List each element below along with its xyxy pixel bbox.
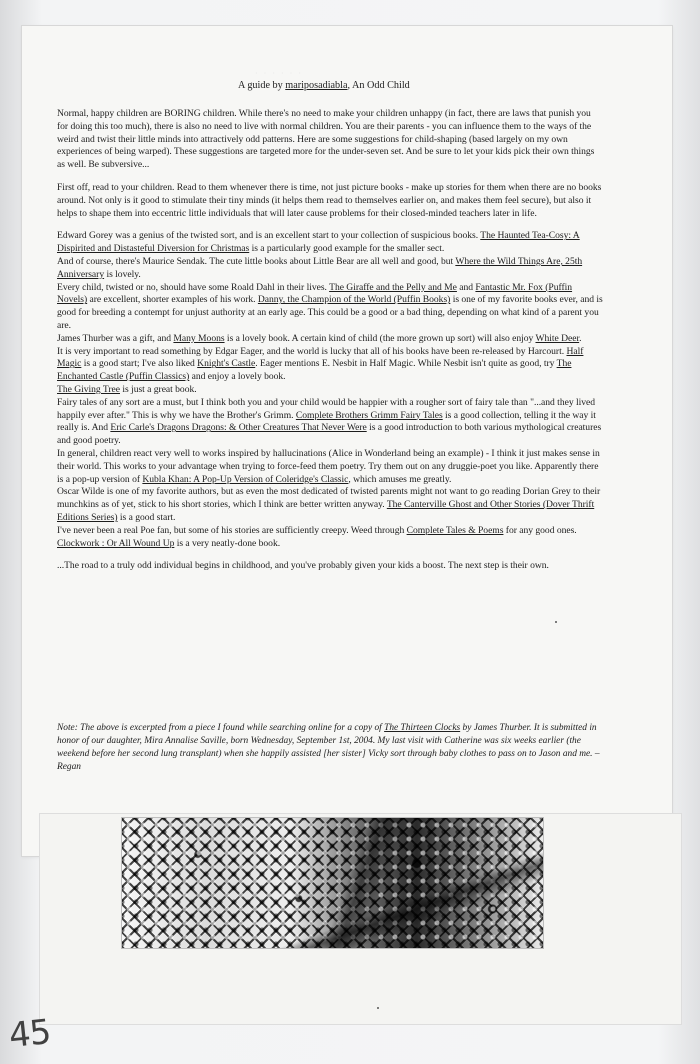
sendak-intro: And of course, there's Maurice Sendak. The cute little books about Little Bear are all well and good, but: [57, 255, 456, 267]
handwritten-note-paragraph: [57, 722, 605, 774]
author-link[interactable]: mariposadiabla: [285, 80, 348, 91]
poe-paragraph: [57, 525, 603, 538]
grimm-tail: is a good collection, telling it the way it really is. And: [57, 409, 596, 434]
gorey-tail: is a particularly good example for the smaller sect.: [249, 243, 445, 255]
dahl-mid-two: are excellent, shorter examples of his work.: [87, 294, 258, 306]
thurber-period: .: [579, 332, 582, 344]
thurber-tail: is a lovely book. A certain kind of child (the more grown up sort) will also enjoy: [224, 332, 536, 344]
dahl-paragraph: [57, 282, 603, 333]
dahl-tail: is one of my favorite books ever, and is good for breeding a contempt for unjust authority at an early age. This could be a good or a bad thing, depending on what kind of a parent you are.: [57, 294, 603, 331]
note-after: by James Thurber. It is submitted in honor of our daughter, Mira Annalise Saville, born Wednesday, September 1st, 2004. My last visit with Catherine was six weeks earlier (the weekend before her second lung transplant) when she happily assisted [her sister] Vicky sort through baby clothes to pass on to Jason and me. –Regan: [57, 723, 600, 773]
reading-paragraph: First off, read to your children. Read to them whenever there is time, not just picture books - make up stories for them when there are no books around. Not only is it good to stimulate their tiny minds (it helps them read to themselves earlier on, and makes them feel secure), but also it helps to shape them into eccentric little individuals that will later cause problems for their closed-minded teachers later in life.: [57, 181, 602, 219]
hallucination-text: In general, children react very well to works inspired by hallucinations (Alice in Wonderland being an example) - I think it just makes sense in their world. This works to your advantage when trying to force-feed them poetry. Try them out on any druggie-poet you like. Apparently there is a pop-up version of: [57, 447, 600, 485]
half-magic-link[interactable]: Half Magic: [57, 345, 584, 370]
wilde-paragraph: [57, 486, 603, 524]
kubla-tail: , which amuses me greatly.: [348, 473, 452, 485]
canterville-link[interactable]: The Canterville Ghost and Other Stories (Dover Thrift Editions Series): [57, 499, 595, 523]
sendak-book-link[interactable]: Where the Wild Things Are, 25th Anniversary: [57, 255, 583, 280]
scan-speck: [377, 1007, 379, 1009]
faint-header-text: · · · · · ·: [255, 69, 303, 78]
knights-castle-link[interactable]: Knight's Castle: [197, 358, 256, 370]
scan-speck: [555, 621, 557, 623]
dahl-mid-one: and: [456, 281, 476, 293]
title-prefix: A guide by: [238, 80, 286, 91]
giving-tree-tail: is just a great book.: [119, 383, 197, 395]
snakeskin-strip-image: [121, 817, 544, 949]
gorey-intro: Edward Gorey was a genius of the twisted sort, and is an excellent start to your collection of suspicious books.: [57, 230, 481, 242]
poe-tail: for any good ones.: [503, 524, 577, 536]
fairy-intro: Fairy tales of any sort are a must, but I think both you and your child would be happier with a rougher sort of fairy tale than "...and they lived happily ever after." This is why we have the Brother's Grimm.: [57, 396, 595, 421]
title-suffix: , An Odd Child: [347, 80, 410, 91]
hallucination-paragraph: [57, 448, 603, 486]
guide-title: [238, 80, 410, 91]
clockwork-tail: is a very neatly-done book.: [174, 537, 281, 549]
poe-text: I've never been a real Poe fan, but some of his stories are sufficiently creepy. Weed through: [57, 524, 407, 536]
kubla-khan-link[interactable]: Kubla Khan: A Pop-Up Version of Coleridge's Classic: [142, 473, 349, 485]
guide-body: [57, 108, 603, 573]
eager-mid: is a good start; I've also liked: [81, 358, 198, 370]
eager-paragraph: [57, 346, 603, 384]
thirteen-clocks-link[interactable]: The Thirteen Clocks: [384, 723, 461, 734]
closing-paragraph: ...The road to a truly odd individual begins in childhood, and you've probably given your kids a boost. The next step is their own.: [57, 560, 549, 572]
gorey-paragraph: [57, 230, 603, 256]
giving-tree-link[interactable]: The Giving Tree: [57, 383, 120, 395]
paragraph-spacer: [57, 220, 603, 230]
dahl-intro: Every child, twisted or no, should have some Roald Dahl in their lives.: [57, 281, 330, 293]
sendak-paragraph: [57, 256, 603, 282]
poe-book-link[interactable]: Complete Tales & Poems: [406, 524, 504, 536]
danny-book-link[interactable]: Danny, the Champion of the World (Puffin Books): [257, 294, 451, 306]
clockwork-link[interactable]: Clockwork : Or All Wound Up: [57, 537, 175, 549]
dragons-tail: is a good introduction to both various mythological creatures and good poetry.: [57, 422, 602, 447]
note-before: Note: The above is excerpted from a piece I found while searching online for a copy of: [57, 723, 385, 734]
wilde-text: Oscar Wilde is one of my favorite authors, but as even the most dedicated of twisted parents might not want to go reading Dorian Grey to their munchkins as of yet, stick to his short stories, which I think are better written anyway.: [57, 486, 601, 511]
clockwork-paragraph: [57, 538, 603, 551]
thurber-intro: James Thurber was a gift, and: [57, 332, 174, 344]
fantastic-fox-link[interactable]: Fantastic Mr. Fox (Puffin Novels): [57, 281, 573, 306]
fairy-tale-paragraph: [57, 397, 603, 448]
white-deer-link[interactable]: White Deer: [535, 332, 580, 344]
enchanted-castle-link[interactable]: The Enchanted Castle (Puffin Classics): [57, 358, 572, 383]
many-moons-link[interactable]: Many Moons: [173, 332, 225, 344]
thurber-paragraph: [57, 333, 603, 346]
grimm-book-link[interactable]: Complete Brothers Grimm Fairy Tales: [295, 409, 443, 421]
giving-tree-paragraph: [57, 384, 603, 397]
eager-tail: . Eager mentions E. Nesbit in Half Magic. While Nesbit isn't quite as good, try: [255, 358, 557, 370]
paragraph-spacer: [57, 172, 603, 182]
dragons-book-link[interactable]: Eric Carle's Dragons Dragons: & Other Creatures That Never Were: [110, 422, 367, 434]
nesbit-tail: and enjoy a lovely book.: [189, 371, 286, 383]
intro-paragraph: Normal, happy children are BORING children. While there's no need to make your children unhappy (in fact, there are laws that punish you for doing this too much), there is also no need to live with normal children. You are their parents - you can influence them to the ways of the weird and twist their little minds into attractively odd patterns. Here are some suggestions for child-shaping (based largely on my own experiences of being warped). These suggestions are targeted more for the under-seven set. And be sure to let your kids pick their own things as well. Be subversive...: [57, 108, 595, 171]
sendak-tail: is lovely.: [104, 268, 141, 280]
giraffe-book-link[interactable]: The Giraffe and the Pelly and Me: [329, 281, 457, 293]
canterville-tail: is a good start.: [117, 511, 176, 523]
eager-text: It is very important to read something by Edgar Eager, and the world is lucky that all of his books have been re-released by Harcourt.: [57, 345, 567, 357]
handwritten-page-number: 45: [7, 1011, 53, 1057]
paragraph-spacer: [57, 550, 603, 560]
gorey-book-link[interactable]: The Haunted Tea-Cosy: A Dispirited and Distasteful Diversion for Christmas: [57, 230, 580, 255]
